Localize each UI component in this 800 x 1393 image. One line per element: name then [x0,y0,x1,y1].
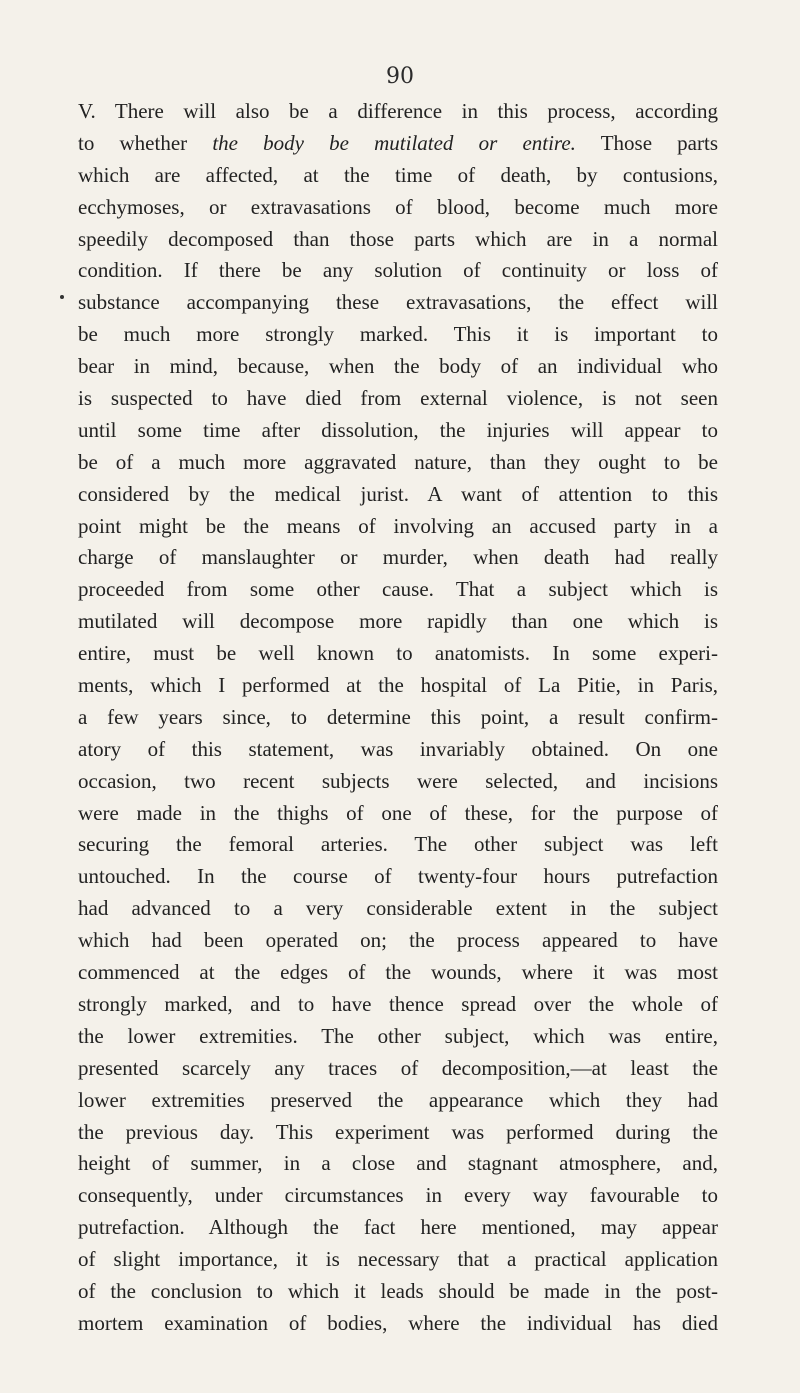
text-segment: proceeded from some other cause. That a subject which is [78,577,718,602]
text-segment: considered by the medical jurist. A want of attention to this [78,481,718,506]
text-line [78,383,718,415]
text-segment: Those parts [575,130,719,155]
text-line [78,766,718,798]
text-line [78,989,718,1021]
text-segment: of slight importance, it is necessary that a practical application [78,1247,718,1272]
text-segment: height of summer, in a close and stagnant atmosphere, and, [78,1151,718,1176]
text-segment: had advanced to a very considerable extent in the subject [78,896,718,921]
text-segment: untouched. In the course of twenty-four hours putrefaction [78,864,718,889]
text-line [78,511,718,543]
text-line [78,1308,718,1340]
text-segment: of the conclusion to which it leads should be made in the post- [78,1278,718,1303]
text-segment: which had been operated on; the process appeared to have [78,928,718,953]
text-line [78,606,718,638]
text-line [78,893,718,925]
text-segment: entire, must be well known to anatomists. In some experi- [78,641,718,666]
text-line [78,415,718,447]
text-segment: consequently, under circumstances in every way favourable to [78,1183,718,1208]
text-line [78,702,718,734]
text-segment: bear in mind, because, when the body of an individual who [78,354,718,379]
text-segment: lower extremities preserved the appearance which they had [78,1087,718,1112]
text-line [78,1053,718,1085]
text-segment: substance accompanying these extravasations, the effect will [78,290,718,315]
text-segment: is suspected to have died from external violence, is not seen [78,386,718,411]
text-segment: point might be the means of involving an accused party in a [78,513,718,538]
text-line [78,1244,718,1276]
text-line [78,957,718,989]
italic-phrase: the body be mutilated or entire. [212,130,576,155]
text-segment: commenced at the edges of the wounds, where it was most [78,960,718,985]
text-line [78,447,718,479]
text-line [78,734,718,766]
text-segment: occasion, two recent subjects were selected, and incisions [78,768,718,793]
text-line [78,638,718,670]
text-segment: putrefaction. Although the fact here mentioned, may appear [78,1215,718,1240]
text-segment: mortem examination of bodies, where the individual has died [78,1310,718,1335]
text-segment: V. There will also be a difference in this process, according [78,99,718,123]
text-line [78,128,718,160]
text-line [78,160,718,192]
text-segment: ecchymoses, or extravasations of blood, become much more [78,194,718,219]
text-line [78,1021,718,1053]
text-segment: be much more strongly marked. This it is important to [78,322,718,347]
text-line [78,287,718,319]
text-line [78,1085,718,1117]
text-line [78,1180,718,1212]
text-segment: the lower extremities. The other subject, which was entire, [78,1023,718,1048]
text-line [78,798,718,830]
text-segment: be of a much more aggravated nature, than they ought to be [78,449,718,474]
text-line [78,1212,718,1244]
text-line [78,351,718,383]
page-number: 90 [386,64,414,89]
text-line [78,1148,718,1180]
text-segment: presented scarcely any traces of decomposition,—at least the [78,1055,718,1080]
text-segment: the previous day. This experiment was performed during the [78,1119,718,1144]
text-line [78,255,718,287]
body-paragraph [78,96,718,1340]
text-line [78,574,718,606]
text-line [78,1276,718,1308]
text-line [78,192,718,224]
text-segment: atory of this statement, was invariably obtained. On one [78,736,718,761]
text-line [78,829,718,861]
text-segment: were made in the thighs of one of these, for the purpose of [78,800,718,825]
text-line [78,479,718,511]
text-line [78,224,718,256]
text-segment: speedily decomposed than those parts which are in a normal [78,226,718,251]
text-segment: mutilated will decompose more rapidly than one which is [78,609,718,634]
text-segment: until some time after dissolution, the injuries will appear to [78,417,718,442]
margin-dot [60,295,64,299]
text-segment: a few years since, to determine this point, a result confirm- [78,704,718,729]
text-segment: to whether [78,130,213,155]
text-segment: strongly marked, and to have thence spread over the whole of [78,991,718,1016]
text-line [78,670,718,702]
text-segment: charge of manslaughter or murder, when death had really [78,545,718,570]
text-line [78,319,718,351]
text-line [78,861,718,893]
text-line [78,542,718,574]
text-segment: condition. If there be any solution of continuity or loss of [78,258,718,283]
text-line [78,925,718,957]
text-line [78,96,718,128]
text-segment: which are affected, at the time of death, by contusions, [78,162,718,187]
text-segment: ments, which I performed at the hospital of La Pitie, in Paris, [78,673,718,698]
text-line [78,1117,718,1149]
text-segment: securing the femoral arteries. The other subject was left [78,832,718,857]
